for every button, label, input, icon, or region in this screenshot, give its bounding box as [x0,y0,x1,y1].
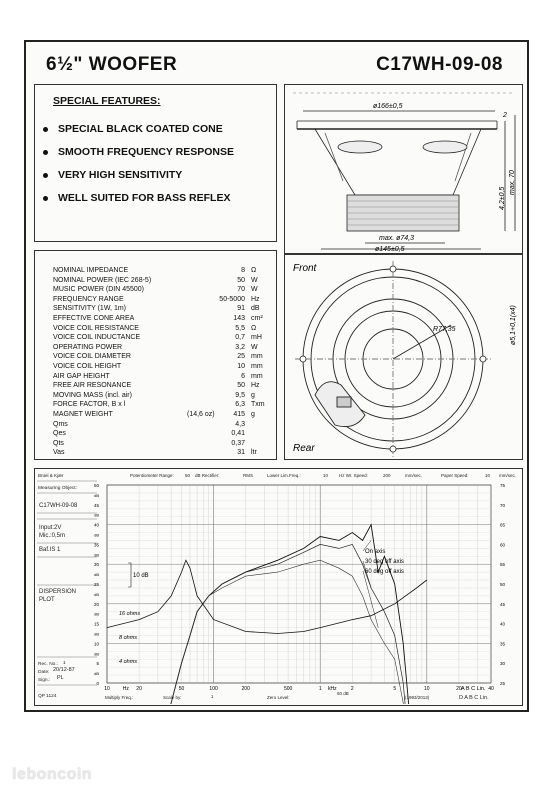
spec-unit: W [251,343,258,351]
front-view-drawing [284,254,523,460]
y-tick-left: 25 [93,582,99,587]
y-tick-left: 5 [96,661,99,667]
y-tick-left: 50 [93,483,99,488]
datasheet-page [24,40,529,712]
spec-label: SENSITIVITY (1W, 1m) [53,305,126,313]
weighting-labels: A B C Lin. [461,686,486,692]
bullet-icon [43,196,48,201]
y-tick-right: 70 [500,502,506,508]
spec-row [53,430,271,440]
spec-unit: Ω [251,324,257,332]
x-tick: 2 [350,686,354,692]
spec-row [53,305,271,315]
feature-text: SMOOTH FREQUENCY RESPONSE [58,146,234,158]
spec-value: 0,37 [231,439,245,447]
pot-range-value: 50 [185,473,191,478]
spec-unit: Ω [251,267,257,274]
y-tick-db: dB [94,611,99,617]
spec-label: FREQUENCY RANGE [53,295,124,303]
db-rectifier-label: dB Rectifier: [195,473,220,478]
spec-row [53,286,271,296]
date-value: 20/12-87 [53,667,75,673]
spec-unit: cm² [251,315,263,322]
lower-limit-label: Lower Lim.Freq.: [267,473,301,478]
y-tick-right: 55 [500,562,506,568]
y-tick-db: dB [94,631,99,637]
plot-frame [107,485,491,683]
feature-text: WELL SUITED FOR BASS REFLEX [58,192,231,204]
spec-label: Qes [53,430,66,438]
y-tick-right: 60 [500,542,506,548]
spec-row [53,344,271,354]
scale-10db-label: 10 dB [133,573,149,579]
impedance-8-label: 8 ohms [119,635,138,641]
spec-unit: mm [251,353,263,361]
x-tick: 100 [209,686,218,692]
dim-magnet-diameter: max. ø74,3 [379,235,415,242]
rectifier-value: RMS [243,473,253,478]
y-tick-left: 20 [93,601,99,607]
filter-labels: D A B C Lin. [459,695,489,701]
spec-unit: mm [251,372,263,380]
maker-label: Brüel & Kjær [38,473,64,478]
y-tick-right: 75 [500,483,506,488]
bullet-icon [43,173,48,178]
wr-speed-value: 200 [383,473,391,478]
spec-label: VOICE COIL INDUCTANCE [53,334,141,342]
y-tick-right: 50 [500,582,506,587]
spec-label: MUSIC POWER (DIN 45500) [53,286,145,294]
x-tick: 20 [136,686,142,692]
x-tick: 10 [104,686,110,692]
measuring-object-value: C17WH-09-08 [39,503,78,509]
spec-value: 91 [237,305,245,313]
feature-item [43,169,182,181]
spec-row [53,296,271,306]
dim-outer-diameter: ø166±0,5 [373,103,403,110]
paper-speed-unit: mm/sec. [499,473,517,478]
spec-label: EFFECTIVE CONE AREA [53,315,135,322]
x-tick: 10 [424,686,430,692]
y-tick-db: dB [94,591,99,597]
spec-label: AIR GAP HEIGHT [53,372,110,380]
spec-row [53,449,271,459]
sign-label: Sign.: [38,678,51,683]
y-tick-db: dB [94,651,99,657]
spec-value: 31 [237,449,245,457]
zero-level-label: Zero Level: [267,695,290,700]
y-tick-left: 15 [93,621,99,627]
scale-bracket [128,563,131,587]
spec-unit: Txm [251,401,265,409]
spec-label: OPERATING POWER [53,343,123,351]
spec-value: 3,2 [235,343,245,351]
front-view-svg [285,255,521,458]
spec-row [53,353,271,363]
date-label: Date: [38,670,50,675]
spec-row [53,363,271,373]
feature-item [43,146,234,158]
paper-speed-label: Paper Speed: [441,473,469,478]
bullet-icon [43,150,48,155]
x-tick: 20 [456,686,462,692]
spec-value: 10 [237,363,245,370]
dim-max-depth: max. 70 [509,170,516,195]
x-tick: 5 [393,686,397,692]
spec-row [53,277,271,287]
spec-row [53,267,271,277]
spec-label: FORCE FACTOR, B x l [53,401,126,409]
spec-label: NOMINAL POWER (IEC 268-5) [53,276,152,284]
spec-value: 0,41 [231,430,245,438]
spec-label: FREE AIR RESONANCE [53,382,132,390]
spec-value: 415 [233,411,245,418]
spec-value: 6 [241,372,245,380]
x-tick: 200 [241,686,250,692]
spec-row [53,315,271,325]
spec-row [53,373,271,383]
rear-label: Rear [293,443,315,454]
legend-on-axis: On axis [365,549,386,555]
spec-row [53,440,271,450]
baffle-label: Baf.IS 1 [39,547,61,553]
radius-dimension: R77,35 [433,326,456,333]
response-graph-svg [35,469,521,704]
rec-no-label: Rec. No.: [38,662,58,667]
rec-no-value: 1 [63,661,66,666]
y-axis-labels [94,483,506,686]
spec-row [53,421,271,431]
x-axis-labels [104,686,494,692]
y-tick-db: dB [94,671,99,677]
x-tick: 1 [318,686,322,692]
spec-label: Qms [53,420,68,428]
features-heading: SPECIAL FEATURES: [53,95,161,107]
impedance-4-label: 4 ohms [119,659,138,665]
spec-value: 5,5 [235,324,245,332]
spec-unit: Hz [251,295,260,303]
watermark-logo: leboncoin [12,766,93,783]
feature-text: VERY HIGH SENSITIVITY [58,169,183,181]
spec-label: NOMINAL IMPEDANCE [53,267,129,274]
form-code: QP 1124 [38,694,57,699]
side-view-svg [285,85,521,252]
chart-grid [107,485,491,683]
spec-label: Vas [53,449,65,457]
spec-value: 50-5000 [219,295,245,303]
bullet-icon [43,127,48,132]
spec-value: 6,3 [235,401,245,409]
spec-unit: Hz [251,382,260,390]
dim-flange: 2 [503,112,507,119]
y-tick-right: 65 [500,522,506,528]
frequency-response-chart [34,468,523,706]
spec-row [53,334,271,344]
lower-limit-value: 10 [323,473,329,478]
input-label: Input:2V [39,525,62,531]
y-tick-left: 10 [93,641,99,647]
spec-unit: mm [251,363,263,370]
x-tick: 50 [178,686,185,692]
side-view-drawing [284,84,523,254]
zero-level-value: 60 dB [337,691,349,696]
spec-row [53,325,271,335]
spec-label: MAGNET WEIGHT [53,411,113,418]
y-tick-db: dB [94,532,99,538]
y-tick-right: 45 [500,601,506,607]
x-tick: 500 [283,686,293,692]
y-tick-left: 40 [93,522,99,528]
y-tick-db: dB [94,492,99,498]
y-tick-left: 30 [93,562,99,568]
y-tick-right: 35 [500,641,506,647]
product-type-title: 6½" WOOFER [46,54,178,75]
specifications-panel [34,250,277,460]
mic-label: Mic.:0,5m [39,533,66,539]
spec-unit: W [251,276,258,284]
spec-extra: (14,6 oz) [187,411,215,418]
y-tick-right: 25 [500,681,506,686]
spec-value: 9,5 [235,391,245,399]
spec-value: 143 [233,315,245,322]
spec-unit: g [251,391,255,399]
spec-unit: g [251,411,255,418]
scale-by-value: 1 [211,694,214,699]
x-tick: 40 [488,686,494,692]
spec-label: VOICE COIL RESISTANCE [53,324,139,332]
form-code-2: (1993/2013) [405,695,430,700]
spec-value: 50 [237,382,245,390]
pot-range-label: Potentiometer Range: [130,473,174,478]
wr-speed-unit: mm/sec. [405,473,423,478]
x-tick: kHz [328,686,337,692]
spec-value: 0,7 [235,334,245,342]
spec-unit: dB [251,305,260,313]
spec-unit: W [251,286,258,294]
spec-label: VOICE COIL HEIGHT [53,363,122,370]
dim-flange-height: 4,2±0,5 [499,186,506,210]
y-tick-right: 40 [500,621,506,627]
spec-value: 25 [237,353,245,361]
dispersion-label: DISPERSION [39,589,77,595]
y-tick-db: dB [94,572,99,578]
feature-item [43,123,223,135]
spec-row [53,382,271,392]
y-tick-right: 30 [500,661,506,667]
spec-row [53,411,271,421]
y-tick-left: 0 [96,681,99,686]
spec-label: MOVING MASS (incl. air) [53,391,132,399]
sign-value: PL [57,675,64,681]
front-label: Front [293,263,317,274]
features-panel [34,84,277,242]
plot-label: PLOT [39,597,55,603]
y-tick-db: dB [94,512,99,518]
spec-value: 4,3 [235,420,245,428]
spec-label: Qts [53,439,64,447]
impedance-16-label: 16 ohms [119,611,141,617]
spec-row [53,401,271,411]
spec-value: 50 [237,276,245,284]
multiply-freq-label: Multiply Freq.: [105,695,134,700]
feature-item [43,192,230,204]
feature-text: SPECIAL BLACK COATED CONE [58,123,223,135]
legend-60-deg: 60 deg off axis [365,569,404,575]
x-tick: Hz [122,686,129,692]
dim-cutout-diameter: ø145±0,5 [375,246,405,252]
y-tick-db: dB [94,552,99,558]
spec-label: VOICE COIL DIAMETER [53,353,131,361]
model-number-title: C17WH-09-08 [376,54,503,75]
paper-speed-value: 10 [485,473,491,478]
spec-unit: ltr [251,449,257,457]
spec-unit: mH [251,334,262,342]
spec-value: 8 [241,267,245,274]
spec-row [53,392,271,402]
scale-by-label: Scale by: [163,695,182,700]
spec-value: 70 [237,286,245,294]
mounting-holes-dimension: ø5,1+0,1(x4) [510,305,517,345]
y-tick-left: 45 [93,502,99,508]
y-tick-left: 35 [93,542,99,548]
measuring-object-label: Measuring Object: [38,486,77,491]
legend-30-deg: 30 deg off axis [365,559,404,565]
wr-speed-label: Hz Wr. Speed: [339,473,368,478]
